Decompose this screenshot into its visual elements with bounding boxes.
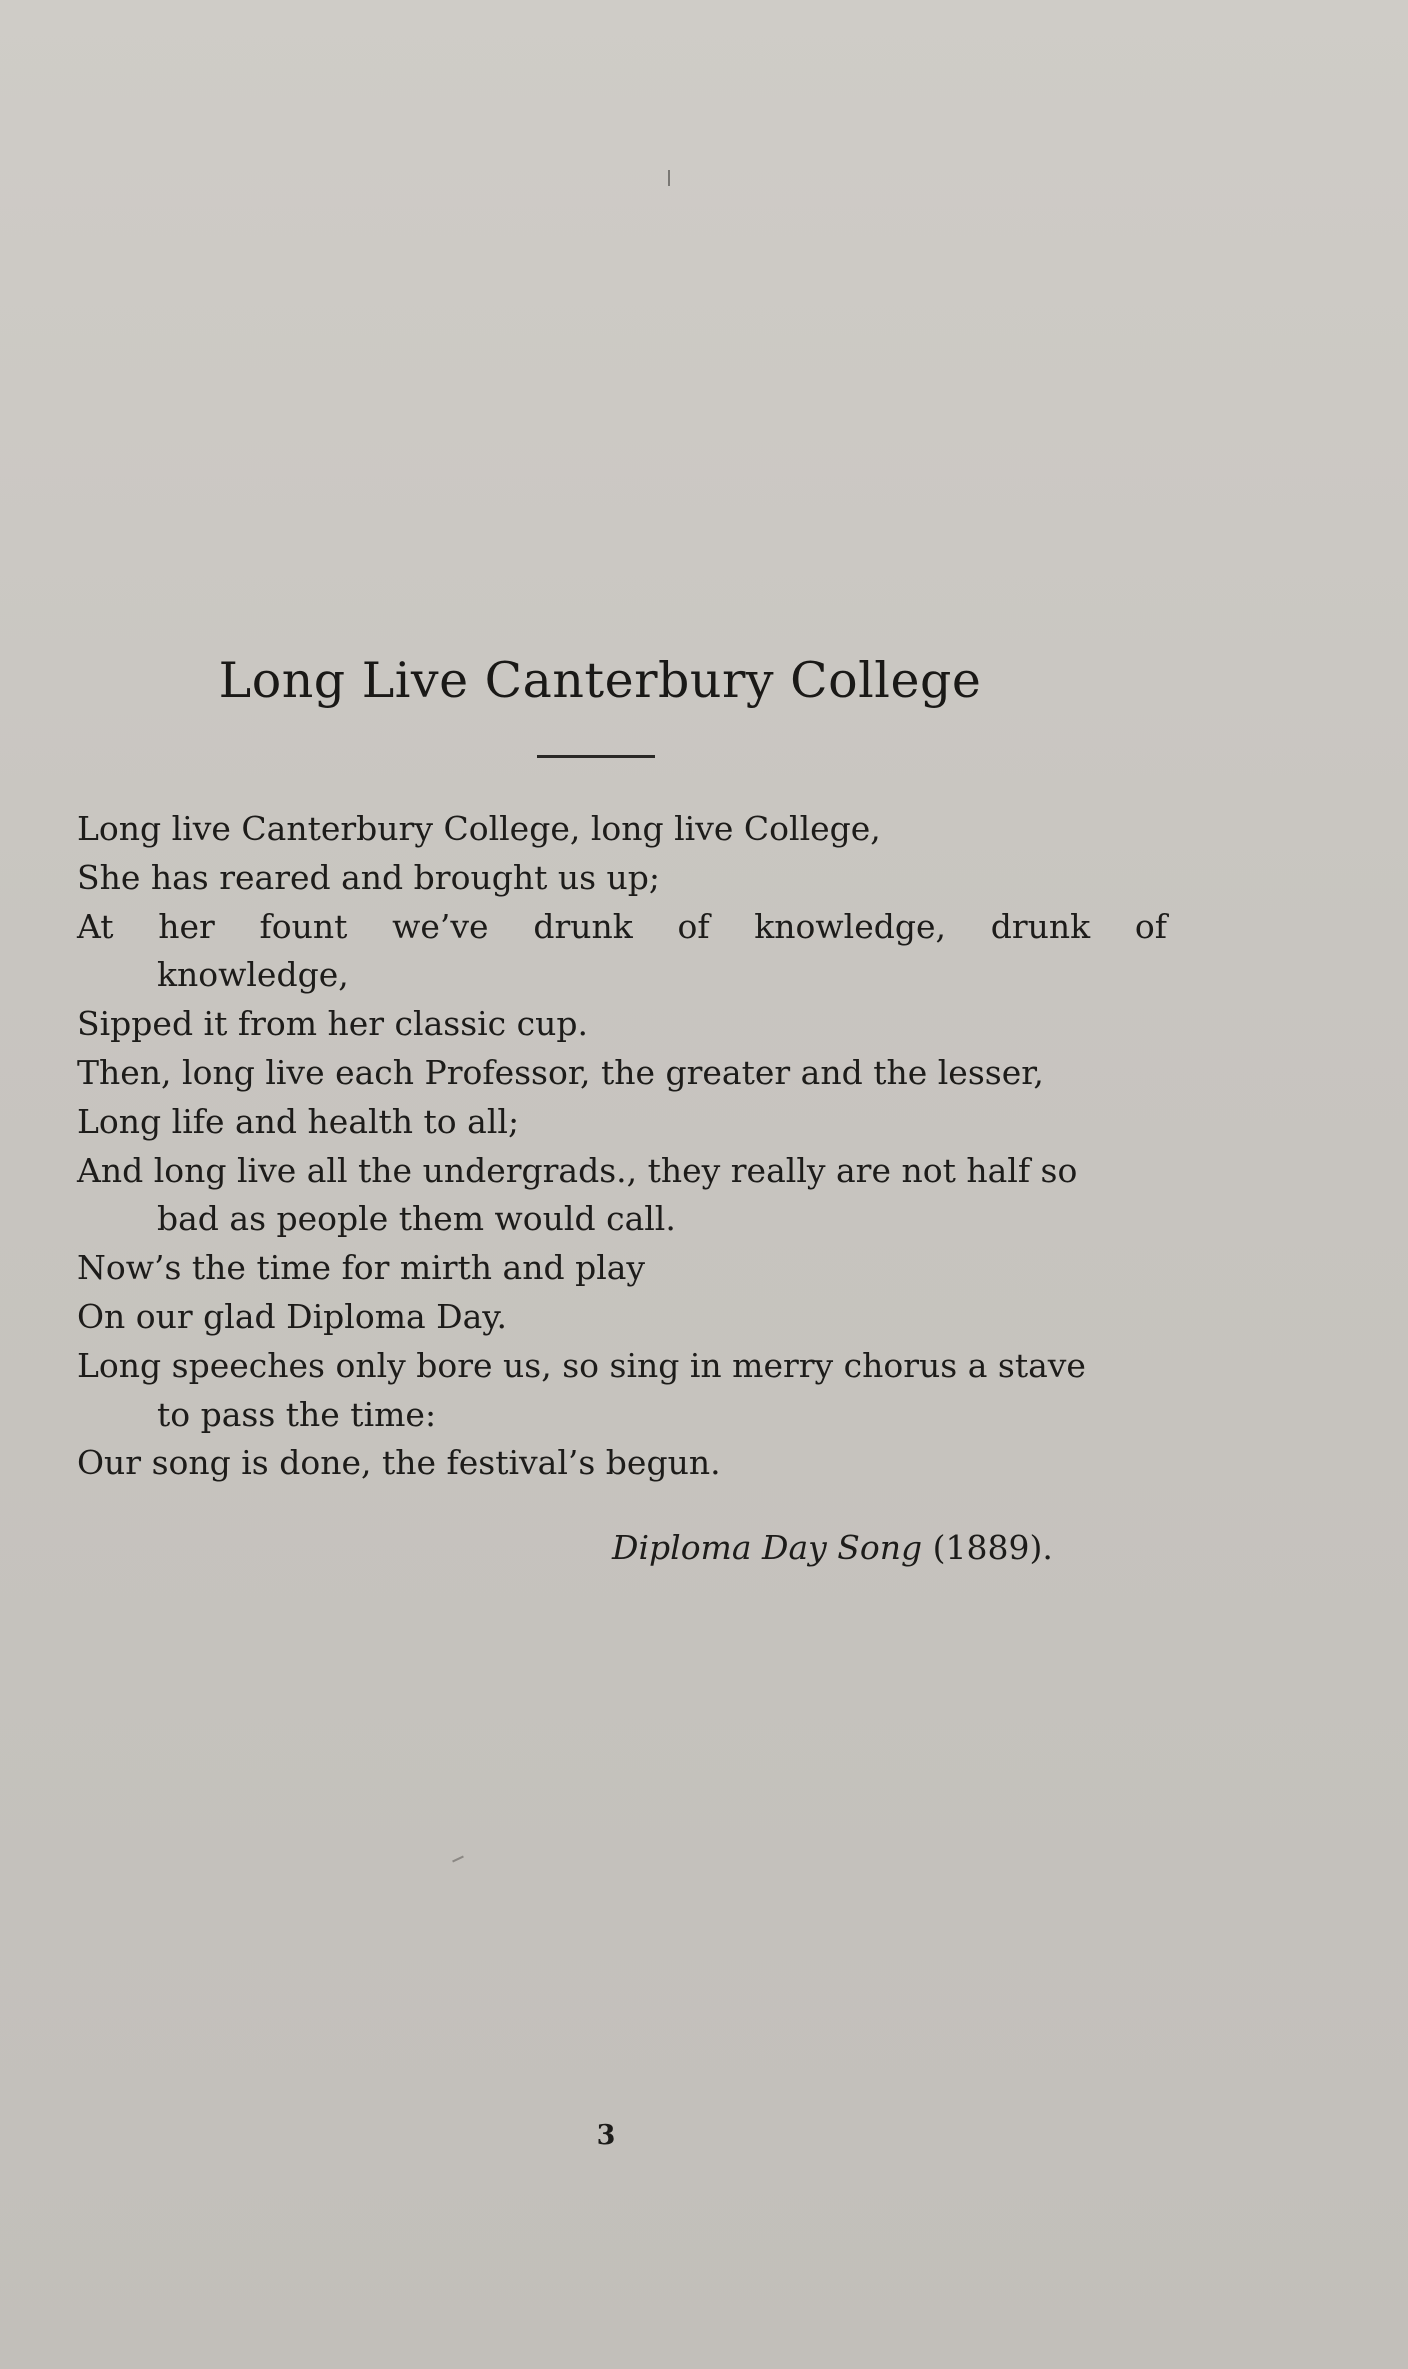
- attribution: [612, 1528, 1053, 1567]
- poem-line: bad as people them would call.: [157, 1199, 676, 1239]
- attribution-year: (1889).: [932, 1528, 1053, 1567]
- title-divider: [537, 755, 655, 758]
- poem-line: At her fount we’ve drunk of knowledge, drunk of: [77, 906, 1167, 946]
- poem-line: Long life and health to all;: [77, 1101, 520, 1141]
- poem-line: On our glad Diploma Day.: [77, 1296, 508, 1336]
- poem-line: knowledge,: [157, 955, 349, 995]
- page-number: 3: [596, 2120, 616, 2151]
- poem-line: She has reared and brought us up;: [77, 857, 660, 897]
- poem-line: Then, long live each Professor, the greater and the lesser,: [77, 1052, 1044, 1092]
- paper-mark: [668, 170, 670, 186]
- page-title: Long Live Canterbury College: [218, 652, 982, 709]
- poem-line: Now’s the time for mirth and play: [77, 1248, 646, 1288]
- paper-mark: [452, 1856, 464, 1863]
- poem-line: to pass the time:: [157, 1394, 437, 1434]
- poem-line: Long speeches only bore us, so sing in merry chorus a stave: [77, 1345, 1086, 1385]
- poem-text: [77, 805, 1167, 1488]
- poem-line: And long live all the undergrads., they really are not half so: [77, 1150, 1078, 1190]
- attribution-work-title: Diploma Day Song: [612, 1528, 923, 1567]
- poem-line: Our song is done, the festival’s begun.: [77, 1443, 721, 1483]
- poem-line: Sipped it from her classic cup.: [77, 1004, 589, 1044]
- poem-line: Long live Canterbury College, long live College,: [77, 809, 881, 848]
